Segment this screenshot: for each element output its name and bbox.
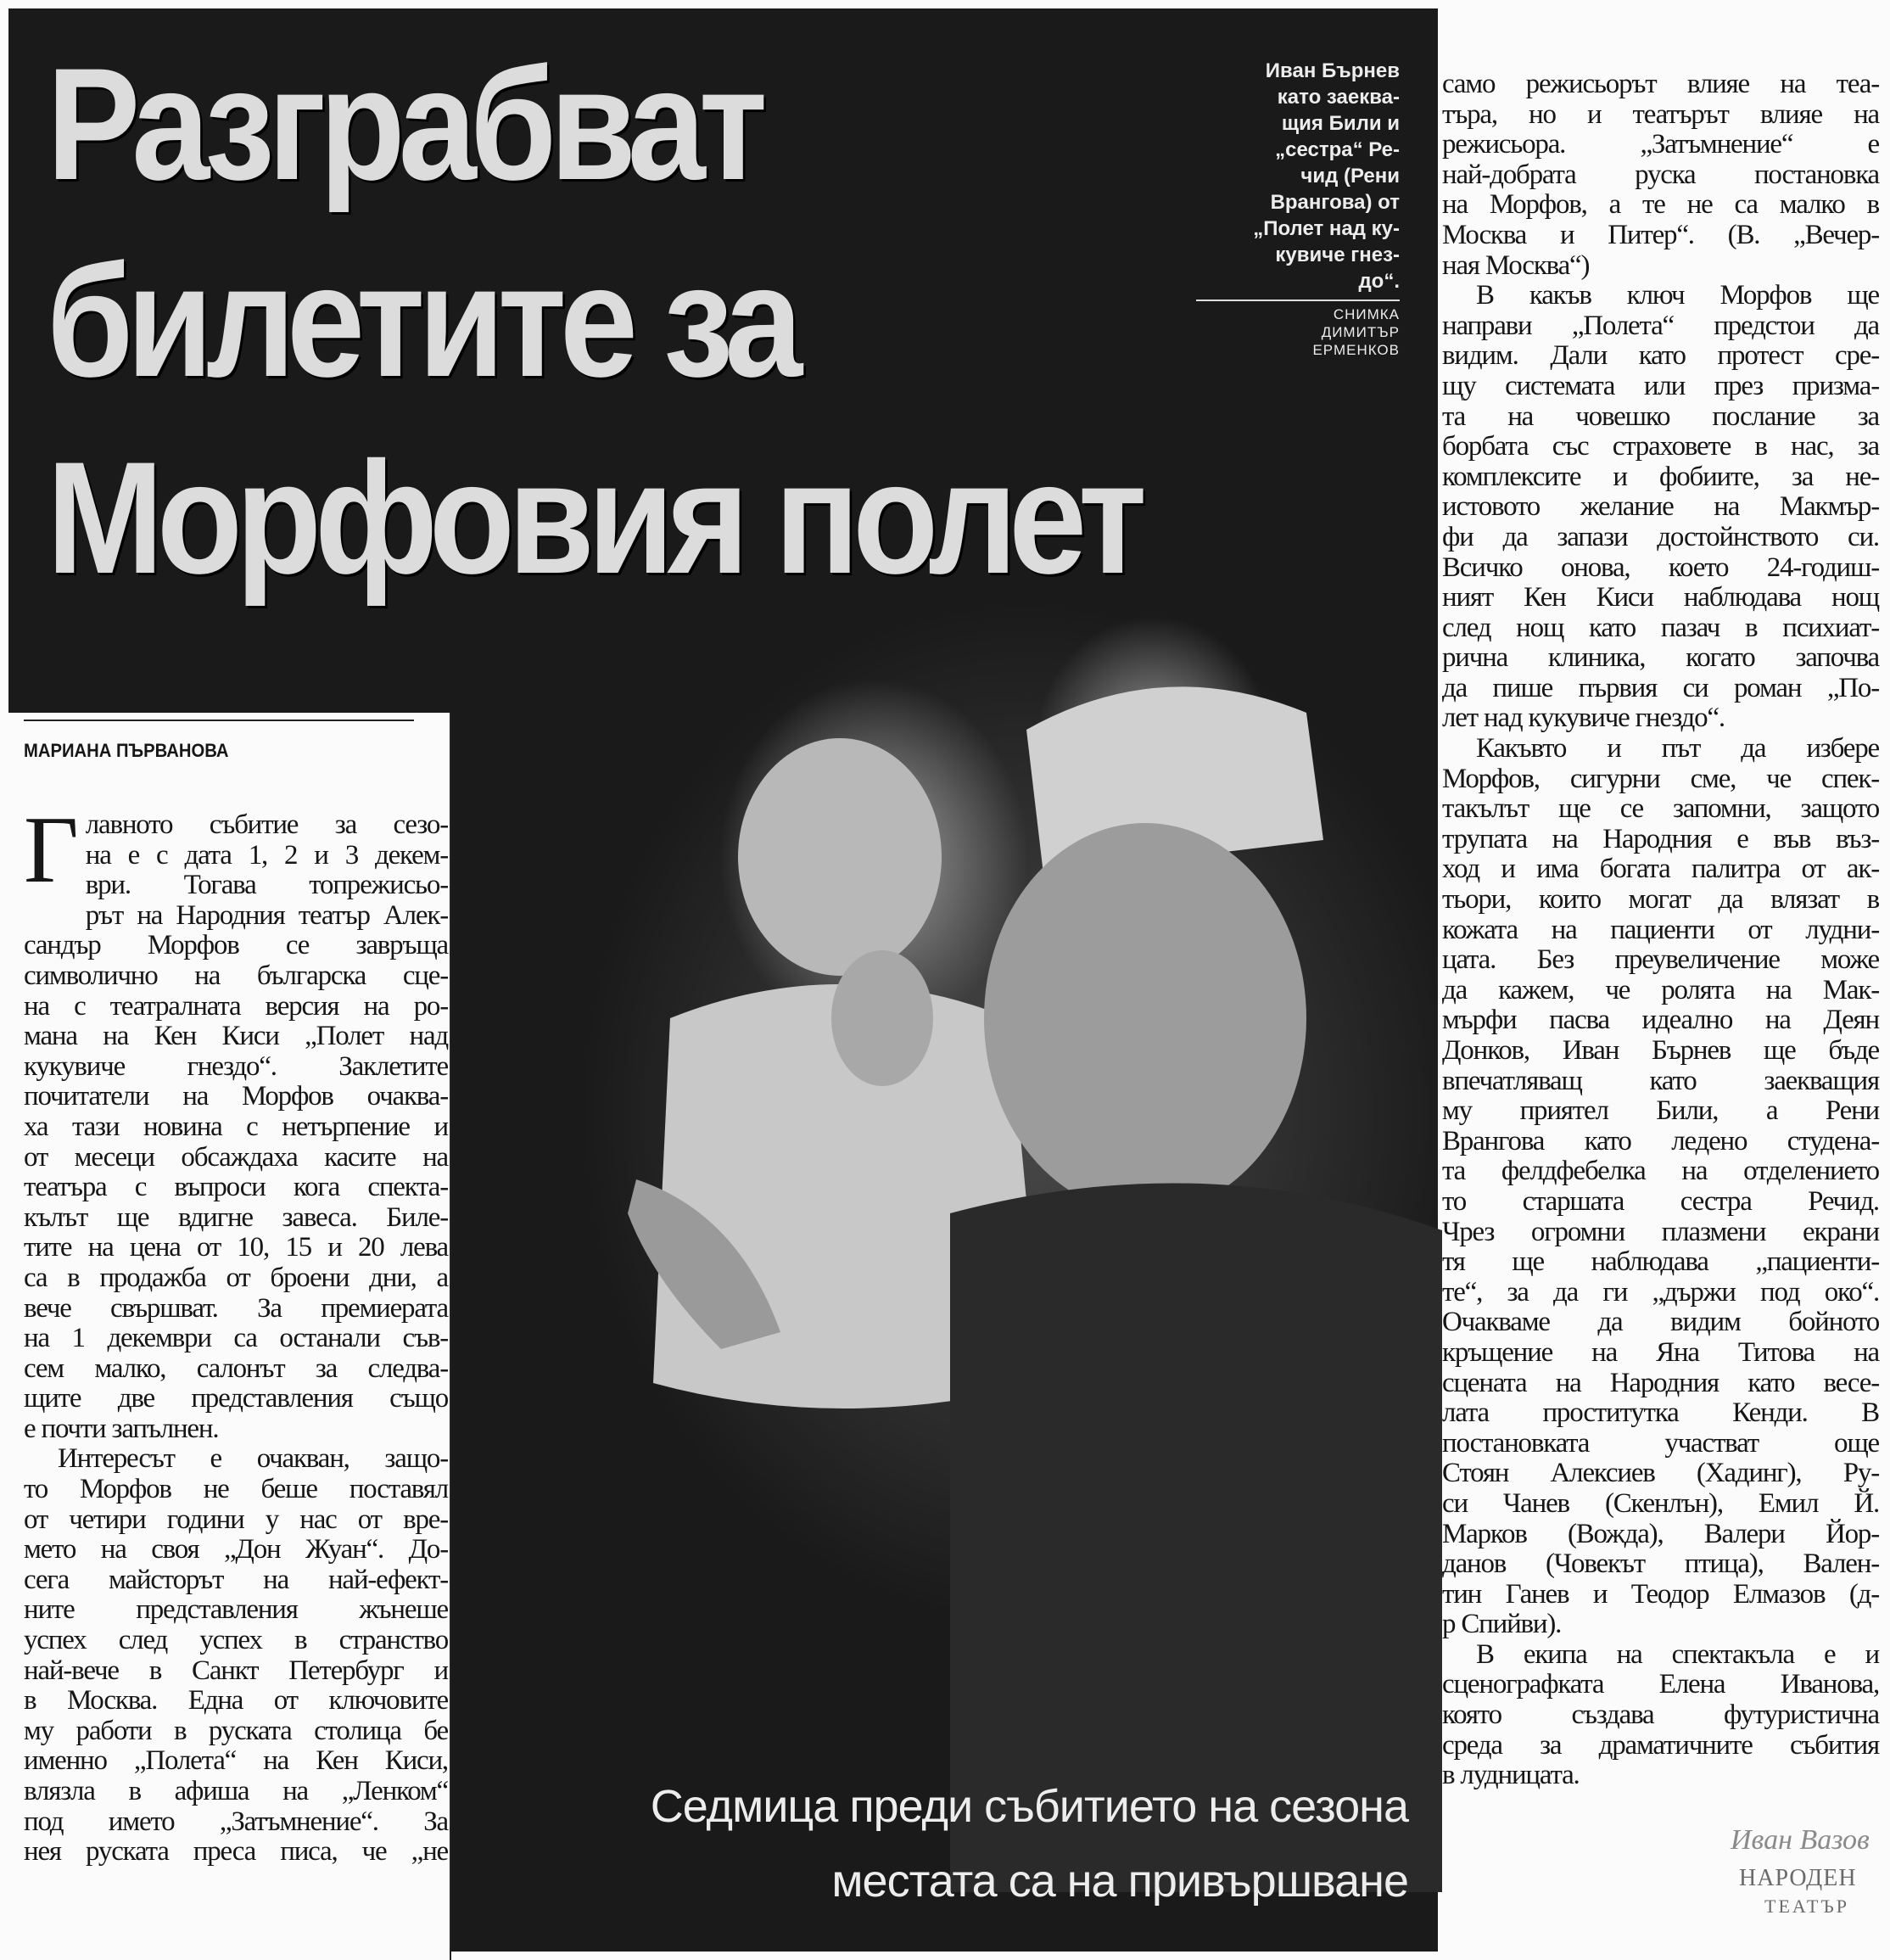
text-line: да кажем, че ролята на Мак- (1442, 974, 1879, 1005)
text-line: сега майсторът на най-ефект- (24, 1564, 448, 1595)
text-line: ният Кен Киси наблюдава нощ (1442, 582, 1879, 613)
text-line: рична клиника, когато започва (1442, 642, 1879, 674)
photo-credit-line: СНИМКА (1333, 306, 1400, 322)
nurse-figure (950, 619, 1442, 1892)
text-line: мето на своя „Дон Жуан“. До- (24, 1534, 448, 1565)
text-line: театъра с въпроси кога спекта- (24, 1172, 448, 1203)
text-line: кукувиче гнездо“. Заклетите (24, 1050, 448, 1082)
text-line: Морфов, сигурни сме, че спек- (1442, 763, 1879, 794)
banner-line: местата са на привършване (831, 1856, 1408, 1907)
text-line: успех след успех в странство (24, 1625, 448, 1656)
text-line: тин Ганев и Теодор Елмазов (д- (1442, 1578, 1879, 1610)
text-line: фи да запази достойнството си. (1442, 521, 1879, 552)
text-line: лата проститутка Кенди. В (1442, 1397, 1879, 1429)
text-line: Донков, Иван Бърнев ще бъде (1442, 1035, 1879, 1066)
text-line: Всичко онова, което 24-годиш- (1442, 552, 1879, 583)
text-line: сцената на Народния като весе- (1442, 1367, 1879, 1398)
left-column-text (24, 798, 448, 1868)
left-column (8, 713, 451, 1960)
caption-line: Врангова) от (1270, 191, 1400, 214)
text-line: търа, но и театърът влияе на (1442, 98, 1879, 130)
text-line: която създава футуристична (1442, 1700, 1879, 1731)
text-line: постановката участват още (1442, 1427, 1879, 1459)
text-line: та фелдфебелка на отделението (1442, 1156, 1879, 1187)
text-line: щите две представления също (24, 1383, 448, 1414)
photo-credit-line: ЕРМЕНКОВ (1312, 342, 1400, 358)
right-column-text (1442, 70, 1879, 1791)
logo-signature: Иван Вазов (1731, 1824, 1870, 1856)
headline (47, 25, 1140, 616)
text-line: Чрез огромни плазмени екрани (1442, 1216, 1879, 1247)
text-line: В какъв ключ Морфов ще (1476, 280, 1879, 311)
headline-line: Разграбват (47, 35, 761, 213)
text-line: р Спийви). (1442, 1609, 1562, 1640)
text-line: Врангова като ледено студена- (1442, 1125, 1879, 1156)
text-line: в лудницата. (1442, 1760, 1580, 1791)
text-line: именно „Полета“ на Кен Киси, (24, 1745, 448, 1777)
text-line: впечатляващ като заекващия (1442, 1065, 1879, 1096)
text-line: под името „Затъмнение“. За (24, 1806, 448, 1837)
headline-line: билетите за (47, 232, 797, 410)
text-line: лавното събитие за сезо- (85, 809, 448, 840)
text-line: кълът ще вдигне завеса. Биле- (24, 1201, 448, 1233)
text-line: щу системата или през призма- (1442, 370, 1879, 401)
text-line: та на човешко послание за (1442, 400, 1879, 432)
text-line: са в продажба от броени дни, а (24, 1262, 448, 1293)
text-line: видим. Дали като протест сре- (1442, 340, 1879, 372)
text-line: Москва и Питер“. (В. „Вечер- (1442, 219, 1879, 250)
text-line: В екипа на спектакъла е и (1476, 1638, 1879, 1670)
text-line: данов (Човекът птица), Вален- (1442, 1548, 1879, 1580)
text-line: ври. Тогава топрежисьо- (85, 870, 448, 901)
text-line: кръщение на Яна Титова на (1442, 1336, 1879, 1368)
text-line: си Чанев (Скенлън), Емил Й. (1442, 1487, 1879, 1519)
text-line: да пише първия си роман „По- (1442, 672, 1879, 703)
photo-credit-line: ДИМИТЪР (1321, 324, 1400, 340)
text-line: кожата на пациенти от лудни- (1442, 914, 1879, 945)
text-line: мана на Кен Киси „Полет над (24, 1021, 448, 1052)
caption-line: до“. (1358, 270, 1400, 293)
text-line: символично на българска сце- (24, 960, 448, 991)
text-line: мърфи пасва идеално на Деян (1442, 1005, 1879, 1036)
theatre-logo (1731, 1824, 1879, 1943)
text-line: борбата със страховете в нас, за (1442, 431, 1879, 462)
text-line: те“, за да ги „държи под око“. (1442, 1276, 1879, 1308)
text-line: почитатели на Морфов очаква- (24, 1081, 448, 1112)
caption-line: „Полет над ку- (1253, 217, 1400, 240)
text-line: вече свършват. За премиерата (24, 1292, 448, 1324)
caption-line: кувиче гнез- (1275, 244, 1400, 266)
text-line: направи „Полета“ предстои да (1442, 310, 1879, 341)
text-line: след нощ като пазач в психиат- (1442, 612, 1879, 643)
logo-line: ТЕАТЪР (1764, 1896, 1850, 1917)
text-line: то Морфов не беше поставял (24, 1474, 448, 1505)
text-line: ход и има богата палитра от ак- (1442, 854, 1879, 885)
photo-caption (1196, 58, 1400, 359)
text-line: рът на Народния театър Алек- (85, 899, 448, 931)
text-line: комплексите и фобиите, за не- (1442, 461, 1879, 492)
text-line: на е с дата 1, 2 и 3 декем- (85, 839, 448, 871)
caption-line: като заеква- (1277, 86, 1400, 109)
text-line: истовото желание на Макмър- (1442, 491, 1879, 523)
text-line: от месеци обсаждаха касите на (24, 1141, 448, 1173)
caption-line: щия Били и (1281, 112, 1400, 135)
text-line: такълът ще се запомни, защото (1442, 793, 1879, 825)
text-line: най-вече в Санкт Петербург и (24, 1655, 448, 1686)
text-line: лет над кукувиче гнездо“. (1442, 703, 1725, 734)
text-line: е почти запълнен. (24, 1413, 219, 1444)
text-line: в Москва. Една от ключовите (24, 1685, 448, 1716)
text-line: режисьора. „Затъмнение“ е (1442, 129, 1879, 160)
logo-line: НАРОДЕН (1739, 1865, 1857, 1891)
text-line: най-добрата руска постановка (1442, 159, 1879, 190)
text-line: тите на цена от 10, 15 и 20 лева (24, 1232, 448, 1263)
text-line: влязла в афиша на „Ленком“ (24, 1776, 448, 1806)
headline-line: Морфовия полет (47, 428, 1141, 607)
text-line: сандър Морфов се завръща (24, 930, 448, 961)
text-line: Марков (Вожда), Валери Йор- (1442, 1518, 1879, 1549)
text-line: сем малко, салонът за следва- (24, 1352, 448, 1384)
text-line: Стоян Алексиев (Хадинг), Ру- (1442, 1458, 1879, 1489)
caption-line: чид (Рени (1300, 165, 1400, 188)
text-line: ха тази новина с нетърпение и (24, 1111, 448, 1142)
text-line: тьори, които могат да влязат в (1442, 884, 1879, 916)
text-line: Очакваме да видим бойното (1442, 1307, 1879, 1338)
text-line: Какъвто и път да избере (1476, 733, 1879, 764)
photo-banner (534, 1769, 1408, 1918)
caption-line: „сестра“ Ре- (1275, 138, 1400, 161)
caption-line: Иван Бърнев (1265, 59, 1400, 82)
text-line: ните представления жънеше (24, 1594, 448, 1626)
caption-divider (1196, 300, 1400, 301)
text-line: сценографката Елена Иванова, (1442, 1669, 1879, 1700)
text-line: ная Москва“) (1442, 249, 1590, 281)
text-line: на Морфов, а те не са малко в (1442, 189, 1879, 221)
text-line: на с театралната версия на ро- (24, 990, 448, 1022)
author-byline: МАРИАНА ПЪРВАНОВА (24, 720, 414, 762)
text-line: само режисьорът влияе на теа- (1442, 69, 1879, 99)
text-line: Интересът е очакван, защо- (58, 1443, 448, 1475)
text-line: тя ще наблюдава „пациенти- (1442, 1246, 1879, 1278)
text-line: то старшата сестра Речид. (1442, 1185, 1879, 1217)
drop-cap: Г (24, 798, 79, 903)
text-line: нея руската преса писа, че „не (24, 1836, 448, 1868)
text-line: среда за драматичните събития (1442, 1729, 1879, 1761)
text-line: на 1 декември са останали съв- (24, 1323, 448, 1354)
text-line: му приятел Били, а Рени (1442, 1095, 1879, 1127)
banner-line: Седмица преди събитието на сезона (650, 1781, 1408, 1832)
text-line: цата. Без преувеличение може (1442, 944, 1879, 976)
text-line: му работи в руската столица бе (24, 1715, 448, 1746)
text-line: от четири години у нас от вре- (24, 1504, 448, 1535)
text-line: трупата на Народния е във въз- (1442, 823, 1879, 854)
